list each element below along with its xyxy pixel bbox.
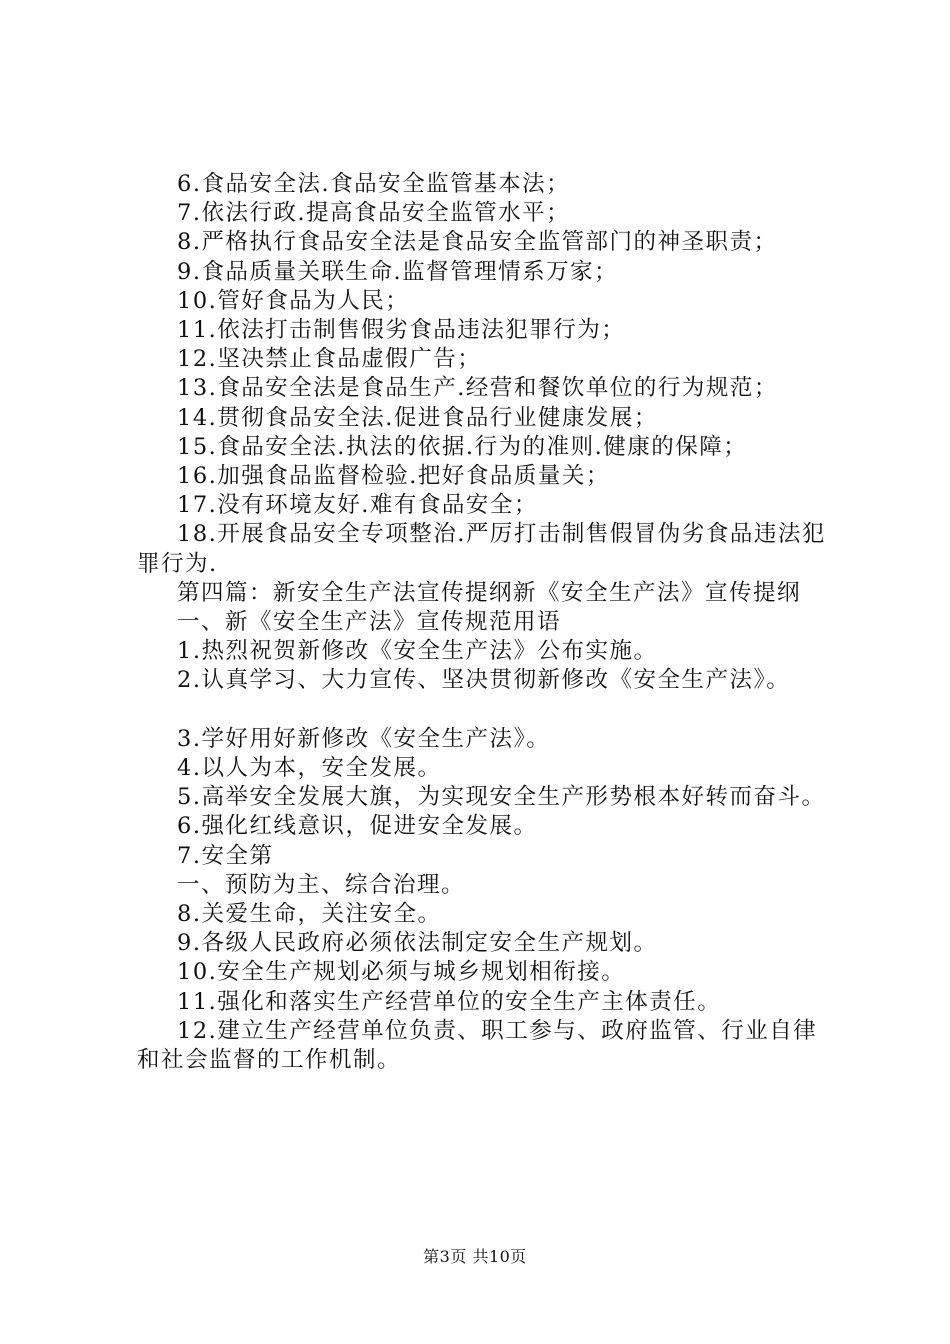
paragraph: 10.管好食品为人民； <box>177 287 410 314</box>
paragraph: 12.坚决禁止食品虚假广告； <box>177 346 482 373</box>
paragraph: 2.认真学习、大力宣传、坚决贯彻新修改《安全生产法》。 <box>177 667 791 694</box>
paragraph: 17.没有环境友好.难有食品安全； <box>177 492 538 519</box>
paragraph: 9.食品质量关联生命.监督管理情系万家； <box>177 258 619 285</box>
paragraph: 4.以人为本，安全发展。 <box>177 755 442 782</box>
paragraph: 一、预防为主、综合治理。 <box>177 871 466 898</box>
paragraph: 18.开展食品安全专项整治.严厉打击制售假冒伪劣食品违法犯罪行为. <box>137 521 826 577</box>
paragraph: 14.贯彻食品安全法.促进食品行业健康发展； <box>177 404 658 431</box>
page-number-label: 第3页 共10页 <box>423 1247 527 1266</box>
paragraph: 5.高举安全发展大旗，为实现安全生产形势根本好转而奋斗。 <box>177 784 826 811</box>
paragraph: 6.食品安全法.食品安全监管基本法； <box>177 171 571 197</box>
paragraph: 8.严格执行食品安全法是食品安全监管部门的神圣职责； <box>177 229 778 256</box>
paragraph: 12.建立生产经营单位负责、职工参与、政府监管、行业自律和社会监督的工作机制。 <box>137 1017 818 1074</box>
paragraph: 13.食品安全法是食品生产.经营和餐饮单位的行为规范； <box>177 375 778 402</box>
subsection-heading: 一、新《安全生产法》宣传规范用语 <box>177 609 562 636</box>
paragraph: 9.各级人民政府必须依法制定安全生产规划。 <box>177 930 658 957</box>
paragraph: 11.强化和落实生产经营单位的安全生产主体责任。 <box>177 988 722 1015</box>
paragraph: 11.依法打击制售假劣食品违法犯罪行为； <box>177 317 626 344</box>
page-footer <box>0 1244 950 1267</box>
paragraph: 8.关爱生命，关注安全。 <box>177 901 442 928</box>
paragraph: 7.依法行政.提高食品安全监管水平； <box>177 200 571 227</box>
paragraph: 6.强化红线意识，促进安全发展。 <box>177 813 538 840</box>
section-heading: 第四篇：新安全生产法宣传提纲新《安全生产法》宣传提纲 <box>177 579 802 606</box>
paragraph: 10.安全生产规划必须与城乡规划相衔接。 <box>177 959 626 986</box>
paragraph: 16.加强食品监督检验.把好食品质量关； <box>177 463 610 490</box>
document-body <box>137 170 837 1075</box>
paragraph: 3.学好用好新修改《安全生产法》。 <box>177 725 551 752</box>
paragraph: 1.热烈祝贺新修改《安全生产法》公布实施。 <box>177 638 658 665</box>
paragraph: 15.食品安全法.执法的依据.行为的准则.健康的保障； <box>177 433 748 460</box>
paragraph: 7.安全第 <box>177 842 274 869</box>
